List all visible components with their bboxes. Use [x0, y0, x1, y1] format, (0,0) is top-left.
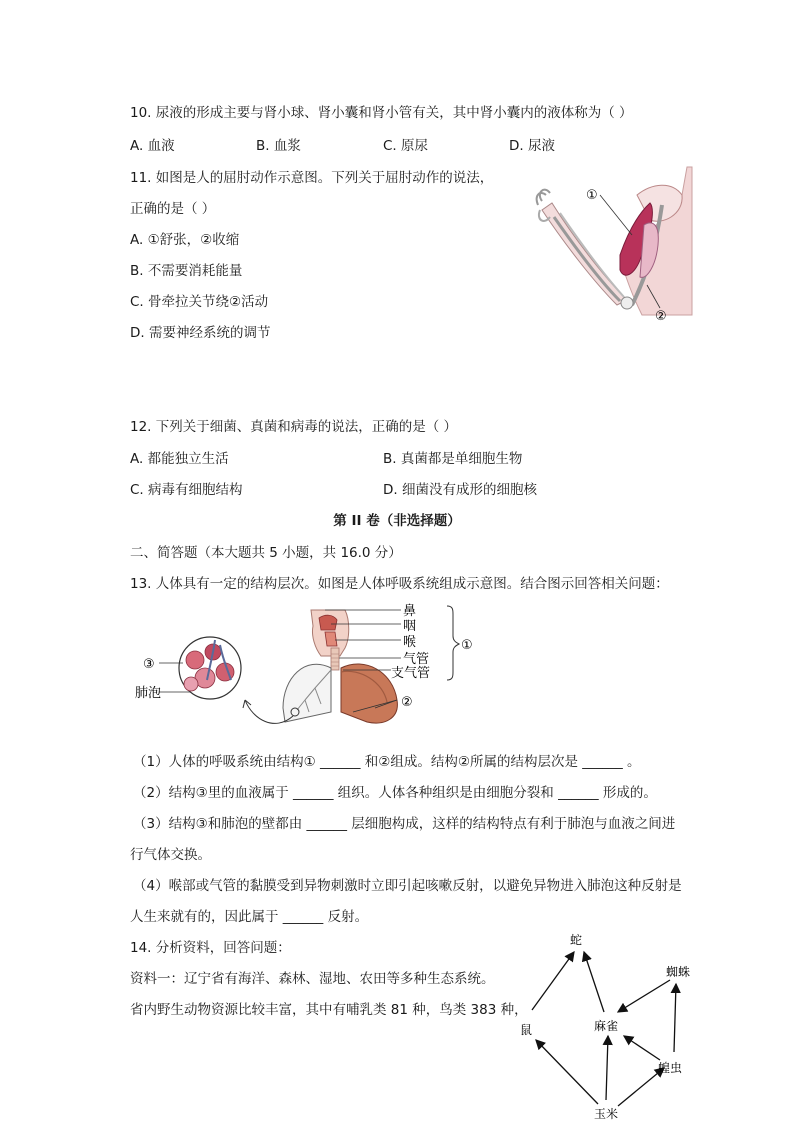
q13-sub3-line1: （3）结构③和肺泡的壁都由 ______ 层细胞构成，这样的结构特点有利于肺泡与血液之间进	[133, 816, 676, 832]
q11-option-a: A. ①舒张，②收缩	[130, 232, 240, 248]
food-web-figure	[512, 928, 702, 1123]
label-circle-2: ②	[401, 695, 413, 710]
q12-stem: 12. 下列关于细菌、真菌和病毒的说法，正确的是（ ）	[130, 419, 458, 435]
food-web-mouse: 鼠	[520, 1023, 533, 1037]
q14-stem: 14. 分析资料，回答问题：	[130, 940, 291, 956]
label-larynx: 喉	[403, 635, 417, 650]
q13-sub3-line2: 行气体交换。	[130, 847, 211, 863]
label-circle-1: ①	[461, 638, 473, 653]
respiratory-system-figure	[135, 600, 480, 735]
q13-stem: 13. 人体具有一定的结构层次。如图是人体呼吸系统组成示意图。结合图示回答相关问题：	[130, 576, 669, 592]
q13-sub4-line1: （4）喉部或气管的黏膜受到异物刺激时立即引起咳嗽反射，以避免异物进入肺泡这种反射是	[133, 878, 682, 894]
q13-sub4-line2: 人生来就有的，因此属于 ______ 反射。	[130, 909, 369, 925]
q14-line1: 资料一：辽宁省有海洋、森林、湿地、农田等多种生态系统。	[130, 971, 495, 987]
label-bronchus: 支气管	[391, 666, 431, 681]
label-trachea: 气管	[403, 652, 430, 667]
food-web-snake: 蛇	[570, 933, 583, 947]
q12-option-a: A. 都能独立生活	[130, 451, 229, 467]
q11-option-d: D. 需要神经系统的调节	[130, 325, 271, 341]
food-web-locust: 蝗虫	[658, 1061, 683, 1075]
q11-stem-line2: 正确的是（ ）	[130, 201, 216, 217]
arm-label-1: ①	[586, 188, 598, 203]
q11-stem-line1: 11. 如图是人的屈肘动作示意图。下列关于屈肘动作的说法，	[130, 170, 494, 186]
q10-stem: 10. 尿液的形成主要与肾小球、肾小囊和肾小管有关，其中肾小囊内的液体称为（ ）	[130, 105, 633, 121]
arm-flexion-figure	[532, 165, 694, 327]
label-alveolus: 肺泡	[135, 686, 162, 701]
q11-option-c: C. 骨牵拉关节绕②活动	[130, 294, 269, 310]
q13-sub1: （1）人体的呼吸系统由结构① ______ 和②组成。结构②所属的结构层次是 ______ 。	[133, 754, 641, 770]
label-pharynx: 咽	[403, 619, 417, 634]
q12-option-c: C. 病毒有细胞结构	[130, 482, 243, 498]
section-heading: 二、简答题（本大题共 5 小题，共 16.0 分）	[130, 545, 402, 561]
label-nose: 鼻	[403, 604, 417, 619]
q13-sub2: （2）结构③里的血液属于 ______ 组织。人体各种组织是由细胞分裂和 ______ 形成的。	[133, 785, 657, 801]
q10-option-b: B. 血浆	[256, 138, 301, 154]
arm-label-2: ②	[655, 309, 667, 324]
q12-option-d: D. 细菌没有成形的细胞核	[383, 482, 537, 498]
label-circle-3: ③	[143, 657, 155, 672]
q14-line2: 省内野生动物资源比较丰富，其中有哺乳类 81 种，鸟类 383 种，	[130, 1002, 528, 1018]
food-web-spider: 蜘蛛	[666, 965, 691, 979]
q10-option-c: C. 原尿	[383, 138, 429, 154]
food-web-sparrow: 麻雀	[594, 1019, 619, 1033]
food-web-corn: 玉米	[594, 1107, 619, 1121]
section-title: 第 II 卷（非选择题）	[333, 513, 461, 529]
q10-option-a: A. 血液	[130, 138, 175, 154]
q12-option-b: B. 真菌都是单细胞生物	[383, 451, 523, 467]
q11-option-b: B. 不需要消耗能量	[130, 263, 243, 279]
q10-option-d: D. 尿液	[509, 138, 555, 154]
